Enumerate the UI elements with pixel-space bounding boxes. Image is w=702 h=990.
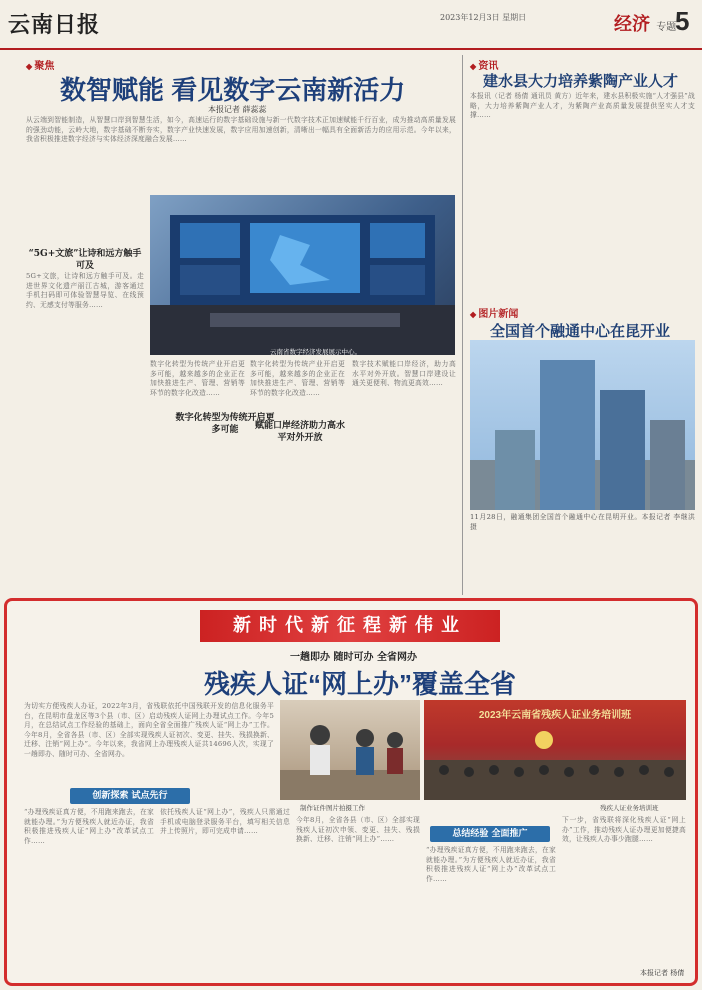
photo-caption-digital: 云南省数字经济发展展示中心。 — [270, 348, 361, 356]
audience-illustration — [424, 700, 686, 800]
feature-lead: 为切实方便残疾人办证，2022年3月，省残联依托中国残联开发的信息化服务平台，在昆明市盘龙区等3个县（市、区）启动残疾人证网上办理试点工作。今年5月，在总结试点工作经验的基础上，面向全省全面推广残疾人证“网上办”工作。今年8月，全省各县（市、区）全部实现残疾人证初次、变更、挂失、残损换新、迁移、注销“网上办”。今年以来，我省网上办理残疾人证共14696人次，实现了一趟即办、随时可办、全省网办。 — [24, 702, 274, 758]
people-illustration — [280, 700, 420, 800]
feature-col1: “办理残疾证真方便，不用跑来跑去，在家就能办理。”为方便残疾人就近办证，我省积极推进残疾人证“网上办”改革试点工作…… — [24, 808, 154, 845]
subhead-5g: “5G+文旅”让诗和远方触手可及 — [28, 249, 142, 271]
pill-promote: 总结经验 全面推广 — [430, 826, 550, 842]
screen-wall-illustration — [150, 195, 455, 355]
kicker-news: ◆ 资讯 — [470, 57, 498, 72]
photo-id-shoot — [280, 700, 420, 800]
photo1-caption: 制作证件图片拍摄工作 — [300, 804, 365, 812]
feature-col4: “办理残疾证真方便，不用跑来跑去，在家就能办理。”为方便残疾人就近办证，我省积极推进残疾人证“网上办”改革试点工作…… — [426, 846, 556, 883]
page-number: 5 — [675, 6, 690, 36]
article-title-digital: 数智赋能 看见数字云南新活力 — [60, 75, 406, 105]
data-center-photo — [150, 195, 455, 355]
feature-col5: 下一步，省残联将深化残疾人证“网上办”工作，推动残疾人证办理更加便捷高效，让残疾人办事少跑腿…… — [562, 816, 686, 844]
kicker-focus: ◆ 聚焦 — [26, 57, 54, 72]
col-text-d: 数字技术赋能口岸经济，助力高水平对外开放。智慧口岸建设让通关更便利、物流更高效…… — [352, 360, 456, 388]
article-lead-digital: 从云端到智能制造，从智慧口岸到智慧生活，如今，高速运行的数字基础设施与新一代数字技术正加速赋能千行百业，成为推动高质量发展的强劲动能，云岭大地，数字基础不断夯实，数字产业快速发展，数字应用加速创新，清晰出一幅具有全面新活力的应用示范。今年以来，我省积极推进数字经济与实体经济深度融合发展…… — [26, 116, 456, 144]
feature-banner: 新时代新征程新伟业 — [200, 610, 500, 642]
photo2-caption: 残疾人证业务培训班 — [600, 804, 659, 812]
pill-pilot: 创新探索 试点先行 — [70, 788, 190, 804]
kicker-photo-news: ◆ 图片新闻 — [470, 305, 518, 320]
section-name: 经济 专题 — [614, 14, 677, 35]
issue-date: 2023年12月3日 星期日 — [440, 13, 527, 22]
feature-col3: 今年8月，全省各县（市、区）全部实现残疾人证初次申领、变更、挂失、残损换新、迁移、注销“网上办”…… — [296, 816, 420, 844]
photo-training — [424, 700, 686, 800]
col-text-b: 数字化转型为传统产业开启更多可能，越来越多的企业正在加快推进生产、管理、营销等环节的数字化改造…… — [150, 360, 245, 397]
col-text-c: 数字化转型为传统产业开启更多可能，越来越多的企业正在加快推进生产、管理、营销等环节的数字化改造…… — [250, 360, 345, 397]
skyscraper-illustration — [470, 340, 695, 510]
building-photo — [470, 340, 695, 510]
feature-byline: 本报记者 杨倩 — [640, 969, 685, 977]
feature-title: 残疾人证“网上办”覆盖全省 — [203, 669, 516, 699]
feature-col2: 依托残疾人证“网上办”，残疾人只需通过手机或电脑登录服务平台，填写相关信息并上传照片，即可完成申请…… — [160, 808, 290, 836]
article-body-pottery: 本报讯（记者 杨倩 通讯员 黄方）近年来，建水县积极实施“人才强县”战略，大力培养紫陶产业人才，为紫陶产业高质量发展提供坚实人才支撑…… — [470, 92, 695, 120]
article-title-center: 全国首个融通中心在昆开业 — [490, 323, 671, 340]
training-banner-text: 2023年云南省残疾人证业务培训班 — [478, 710, 632, 721]
column-divider — [462, 55, 463, 595]
feature-subtitle: 一趟即办 随时可办 全省网办 — [290, 652, 417, 663]
subhead-port: 赋能口岸经济助力高水平对外开放 — [255, 421, 346, 443]
section-sub: 专题 — [656, 22, 677, 33]
photo-news-caption: 11月28日，融通集团全国首个融通中心在昆明开业。本报记者 李继洪 摄 — [470, 513, 695, 531]
article-title-pottery: 建水县大力培养紫陶产业人才 — [483, 73, 679, 90]
byline-digital: 本报记者 薛蕊蕊 — [208, 105, 267, 114]
newspaper-logo: 云南日报 — [8, 12, 101, 38]
masthead — [0, 0, 702, 50]
col-5g-text: 5G+文旅，让诗和远方触手可及。走进世界文化遗产丽江古城，游客通过手机扫码即可体验智慧导览、在线预约、无感支付等服务…… — [26, 272, 144, 309]
subhead-transform: 数字化转型为传统开启更多可能 — [175, 413, 275, 435]
